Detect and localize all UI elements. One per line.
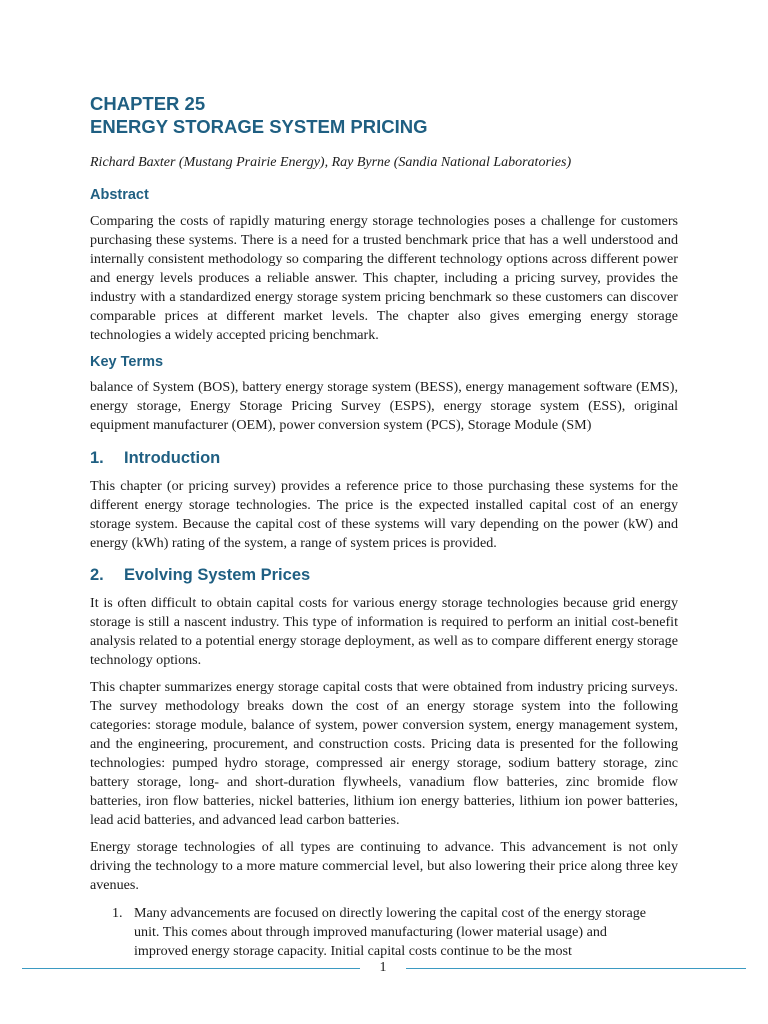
section-heading-introduction — [90, 448, 678, 468]
section-title: Evolving System Prices — [124, 566, 311, 584]
section-number: 2. — [90, 566, 104, 584]
list-item-number: 1. — [112, 905, 123, 921]
abstract-heading: Abstract — [90, 187, 149, 203]
numbered-list — [90, 904, 678, 961]
abstract-paragraph: Comparing the costs of rapidly maturing energy storage technologies poses a challenge for customers purchasing these systems. There is a need for a trusted benchmark price that has a well understood and internally consistent methodology so comparing the different technology options across different power and energy levels produces a reliable answer. This chapter, including a pricing survey, provides the industry with a standardized energy storage system pricing benchmark so these customers can discover comparable prices at different market levels. The chapter also gives emerging energy storage technologies a widely accepted pricing benchmark. — [90, 213, 678, 343]
chapter-label: CHAPTER 25 — [90, 93, 206, 114]
page-number: 1 — [379, 960, 387, 975]
list-item-text: Many advancements are focused on directly lowering the capital cost of the energy storage unit. This comes about through improved manufacturing (lower material usage) and improved energy storage capacity. Initial capital costs continue to be the most — [134, 905, 647, 959]
body-paragraph: Energy storage technologies of all types are continuing to advance. This advancement is not only driving the technology to a more mature commercial level, but also lowering their price along three key avenues. — [90, 839, 678, 893]
body-paragraph: This chapter summarizes energy storage capital costs that were obtained from industry pricing surveys. The survey methodology breaks down the cost of an energy storage system into the following categories: storage module, balance of system, power conversion system, energy management system, and the engineering, procurement, and construction costs. Pricing data is presented for the following technologies: pumped hydro storage, compressed air energy storage, sodium battery storage, zinc battery storage, long- and short-duration flywheels, vanadium flow batteries, zinc bromide flow batteries, iron flow batteries, nickel batteries, lithium ion energy batteries, lithium ion power batteries, lead acid batteries, and advanced lead carbon batteries. — [90, 679, 678, 828]
chapter-heading — [90, 92, 678, 138]
document-page — [90, 92, 678, 961]
section-number: 1. — [90, 449, 104, 467]
section-title: Introduction — [124, 449, 221, 467]
body-paragraph: It is often difficult to obtain capital costs for various energy storage technologies because grid energy storage is still a nascent industry. This type of information is required to perform an initial cost-benefit analysis related to a potential energy storage deployment, as well as to compare different energy storage technology options. — [90, 595, 678, 668]
chapter-title: ENERGY STORAGE SYSTEM PRICING — [90, 116, 428, 137]
footer-rule-left — [22, 968, 360, 969]
author-line: Richard Baxter (Mustang Prairie Energy), Ray Byrne (Sandia National Laboratories) — [90, 155, 572, 170]
page-footer — [22, 958, 746, 978]
list-item — [90, 904, 678, 961]
section-heading-evolving-system-prices — [90, 565, 678, 585]
key-terms-heading: Key Terms — [90, 354, 164, 370]
footer-rule-right — [406, 968, 746, 969]
key-terms-paragraph: balance of System (BOS), battery energy storage system (BESS), energy management software (EMS), energy storage, Energy Storage Pricing Survey (ESPS), energy storage system (ESS), original equipment manufacturer (OEM), power conversion system (PCS), Storage Module (SM) — [90, 379, 678, 433]
introduction-paragraph: This chapter (or pricing survey) provides a reference price to those purchasing these systems for the different energy storage technologies. The price is the expected installed capital cost of an energy storage system. Because the capital cost of these systems will vary depending on the power (kW) and energy (kWh) rating of the system, a range of system prices is provided. — [90, 478, 678, 551]
